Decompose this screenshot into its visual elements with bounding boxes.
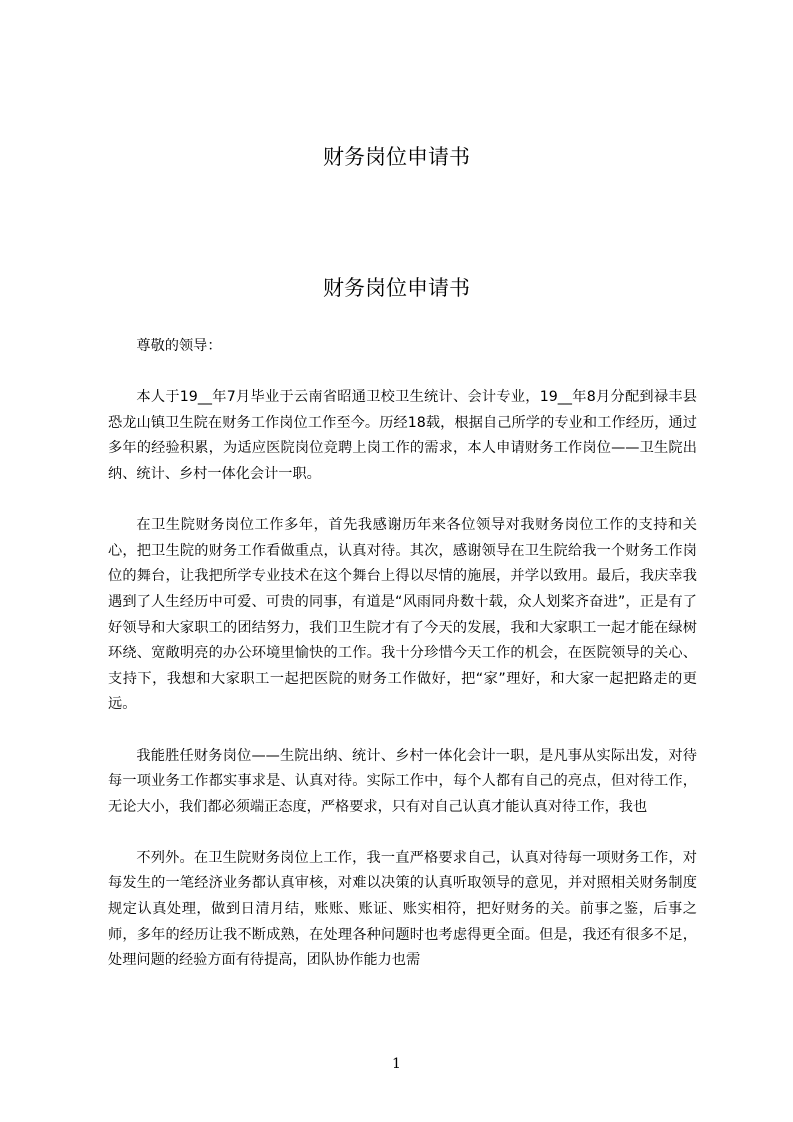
header-title: 财务岗位申请书 <box>323 145 470 169</box>
paragraph-1: 本人于19__年7月毕业于云南省昭通卫校卫生统计、会计专业，19__年8月分配到禄丰县恐龙山镇卫生院在财务工作岗位工作至今。历经18载，根据自己所学的专业和工作经历，通过多年的经验积累，为适应医院岗位竞聘上岗工作的需求，本人申请财务工作岗位——卫生院出纳、统计、乡村一体化会计一职。 <box>108 389 697 482</box>
paragraph-4: 不列外。在卫生院财务岗位上工作，我一直严格要求自己，认真对待每一项财务工作，对每发生的一笔经济业务都认真审核，对难以决策的认真听取领导的意见，并对照相关财务制度规定认真处理，做到日清月结，账账、账证、账实相符，把好财务的关。前事之鉴，后事之师，多年的经历让我不断成熟，在处理各种问题时也考虑得更全面。但是，我还有很多不足，处理问题的经验方面有待提高，团队协作能力也需 <box>108 849 697 969</box>
paragraph-2: 在卫生院财务岗位工作多年，首先我感谢历年来各位领导对我财务岗位工作的支持和关心，把卫生院的财务工作看做重点，认真对待。其次，感谢领导在卫生院给我一个财务工作岗位的舞台，让我把所学专业技术在这个舞台上得以尽情的施展，并学以致用。最后，我庆幸我遇到了人生经历中可爱、可贵的同事，有道是“风雨同舟数十载，众人划桨齐奋进”，正是有了好领导和大家职工的团结努力，我们卫生院才有了今天的发展，我和大家职工一起才能在绿树环绕、宽敞明亮的办公环境里愉快的工作。我十分珍惜今天工作的机会，在医院领导的关心、支持下，我想和大家职工一起把医院的财务工作做好，把“家”理好，和大家一起把路走的更远。 <box>108 517 697 713</box>
page-number: 1 <box>392 1056 401 1072</box>
main-title: 财务岗位申请书 <box>323 276 470 300</box>
paragraph-3: 我能胜任财务岗位——生院出纳、统计、乡村一体化会计一职，是凡事从实际出发，对待每一项业务工作都实事求是、认真对待。实际工作中，每个人都有自己的亮点，但对待工作，无论大小，我们都必须端正态度，严格要求，只有对自己认真才能认真对待工作，我也 <box>108 747 697 815</box>
letter-body <box>108 334 697 974</box>
salutation: 尊敬的领导： <box>136 338 222 354</box>
